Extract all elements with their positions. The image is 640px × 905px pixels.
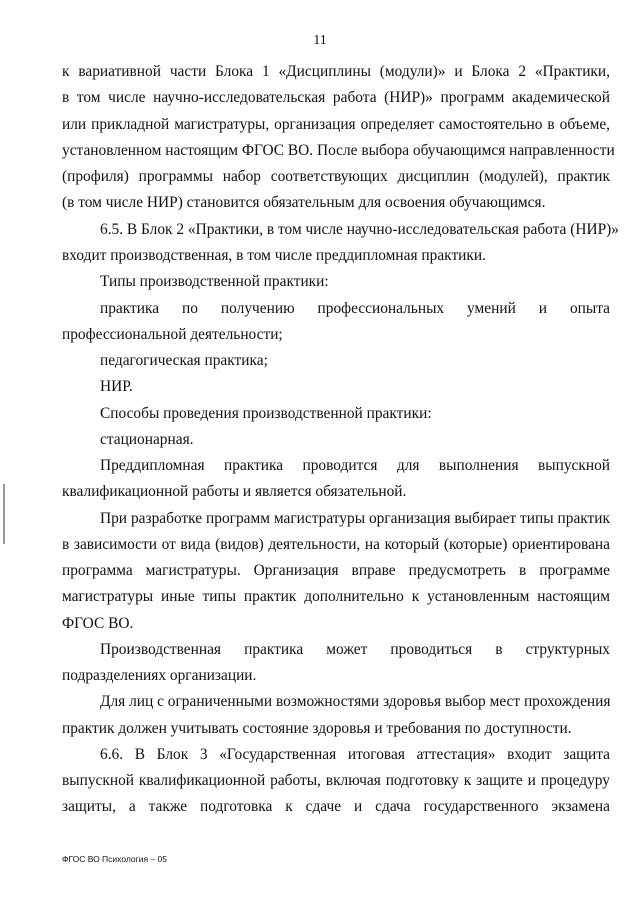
text-line: в зависимости от вида (видов) деятельности, на который (которые) ориентирована [62, 536, 610, 553]
text-line: Типы производственной практики: [100, 273, 329, 290]
text-line: (в том числе НИР) становится обязательным для освоения обучающимся. [62, 194, 546, 211]
text-line: входит производственная, в том числе преддипломная практики. [62, 247, 486, 264]
text-line: 6.5. В Блок 2 «Практики, в том числе научно-исследовательская работа (НИР)» [100, 221, 619, 238]
text-line: педагогическая практика; [100, 352, 268, 369]
page-footer: ФГОС ВО Психология – 05 [62, 854, 168, 864]
text-line: в том числе научно-исследовательская работа (НИР)» программ академической [62, 89, 610, 106]
text-line: ФГОС ВО. [62, 615, 134, 632]
text-line: защиты, а также подготовка к сдаче и сдача государственного экзамена [62, 798, 610, 815]
text-line: профессиональной деятельности; [62, 326, 283, 343]
text-line: Для лиц с ограниченными возможностями здоровья выбор мест прохождения [100, 693, 611, 710]
text-line: выпускной квалификационной работы, включая подготовку к защите и процедуру [62, 772, 610, 789]
text-line: программа магистратуры. Организация вправе предусмотреть в программе [62, 562, 610, 579]
text-line: установленном настоящим ФГОС ВО. После выбора обучающимся направленности [62, 142, 615, 159]
margin-mark [3, 484, 5, 544]
text-line: к вариативной части Блока 1 «Дисциплины (модули)» и Блока 2 «Практики, [62, 63, 610, 80]
text-line: практика по получению профессиональных умений и опыта [100, 300, 610, 317]
text-line: стационарная. [100, 431, 194, 448]
text-line: магистратуры иные типы практик дополнительно к установленным настоящим [62, 588, 610, 605]
text-line: практик должен учитывать состояние здоровья и требования по доступности. [62, 720, 572, 737]
text-line: (профиля) программы набор соответствующих дисциплин (модулей), практик [62, 168, 610, 185]
text-line: НИР. [100, 378, 133, 395]
text-line: 6.6. В Блок 3 «Государственная итоговая аттестация» входит защита [100, 746, 610, 763]
text-line: или прикладной магистратуры, организация определяет самостоятельно в объеме, [62, 116, 610, 133]
text-line: Производственная практика может проводиться в структурных [100, 641, 610, 658]
page-number: 11 [313, 33, 327, 48]
text-line: При разработке программ магистратуры организация выбирает типы практик [100, 510, 610, 527]
text-line: квалификационной работы и является обязательной. [62, 483, 407, 500]
text-line: подразделениях организации. [62, 667, 257, 684]
text-line: Способы проведения производственной практики: [100, 405, 432, 422]
text-line: Преддипломная практика проводится для выполнения выпускной [100, 457, 610, 474]
